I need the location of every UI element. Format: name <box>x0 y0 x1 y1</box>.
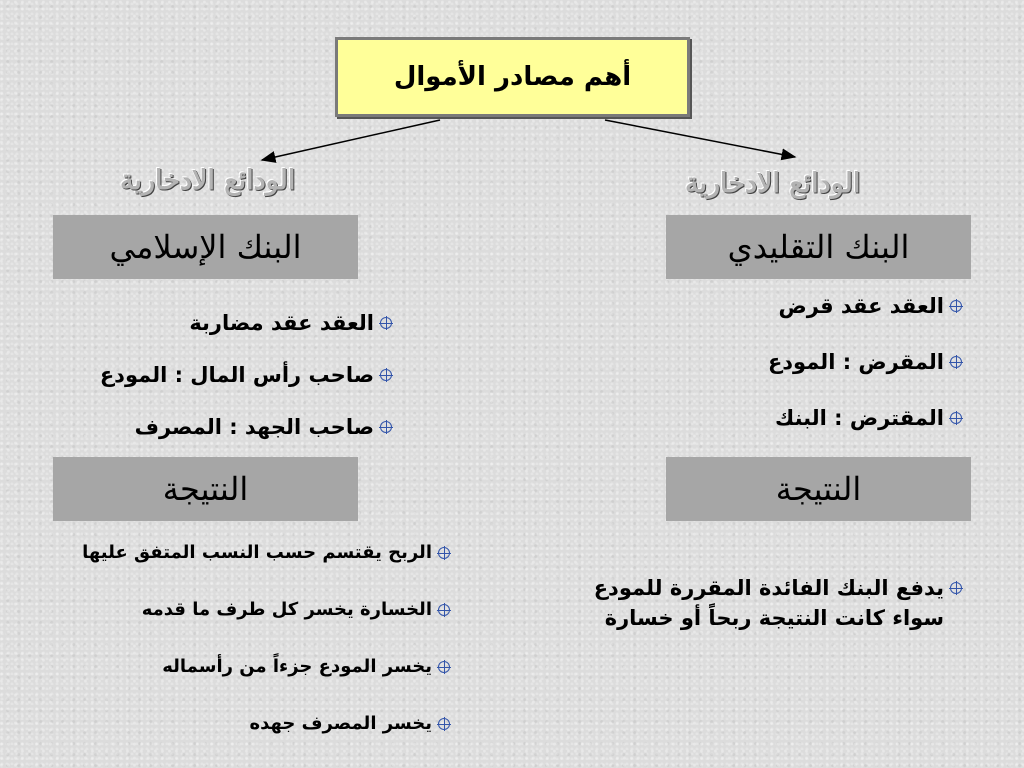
bullet-icon <box>438 547 450 559</box>
list-item: العقد عقد قرض <box>768 280 962 332</box>
conventional-result-text: يدفع البنك الفائدة المقررة للمودع سواء كانت النتيجة ربحاً أو خسارة <box>594 573 962 633</box>
main-title: أهم مصادر الأموال <box>335 37 690 117</box>
conventional-bank-box: البنك التقليدي <box>666 215 971 279</box>
islamic-bank-list <box>100 297 392 453</box>
bullet-icon <box>380 369 392 381</box>
list-item: الربح يقتسم حسب النسب المتفق عليها <box>82 524 450 581</box>
right-heading: الودائع الادخارية <box>685 168 861 199</box>
bullet-icon <box>950 300 962 312</box>
list-item: المقترض : البنك <box>768 392 962 444</box>
list-item: الخسارة يخسر كل طرف ما قدمه <box>82 581 450 638</box>
bullet-icon <box>950 582 962 594</box>
bullet-icon <box>380 317 392 329</box>
bullet-icon <box>380 421 392 433</box>
left-heading: الودائع الادخارية <box>120 165 296 196</box>
bullet-icon <box>438 718 450 730</box>
arrow-right <box>605 120 795 157</box>
list-item: العقد عقد مضاربة <box>100 297 392 349</box>
arrow-left <box>262 120 440 160</box>
list-item: يخسر المصرف جهده <box>82 695 450 752</box>
list-item: صاحب الجهد : المصرف <box>100 401 392 453</box>
list-item: صاحب رأس المال : المودع <box>100 349 392 401</box>
bullet-icon <box>438 661 450 673</box>
list-item: المقرض : المودع <box>768 332 962 392</box>
conventional-result-box: النتيجة <box>666 457 971 521</box>
bullet-icon <box>950 356 962 368</box>
islamic-bank-box: البنك الإسلامي <box>53 215 358 279</box>
bullet-icon <box>950 412 962 424</box>
islamic-result-box: النتيجة <box>53 457 358 521</box>
conventional-bank-list <box>768 280 962 444</box>
islamic-result-list <box>82 524 450 752</box>
bullet-icon <box>438 604 450 616</box>
list-item: يخسر المودع جزءاً من رأسماله <box>82 638 450 695</box>
